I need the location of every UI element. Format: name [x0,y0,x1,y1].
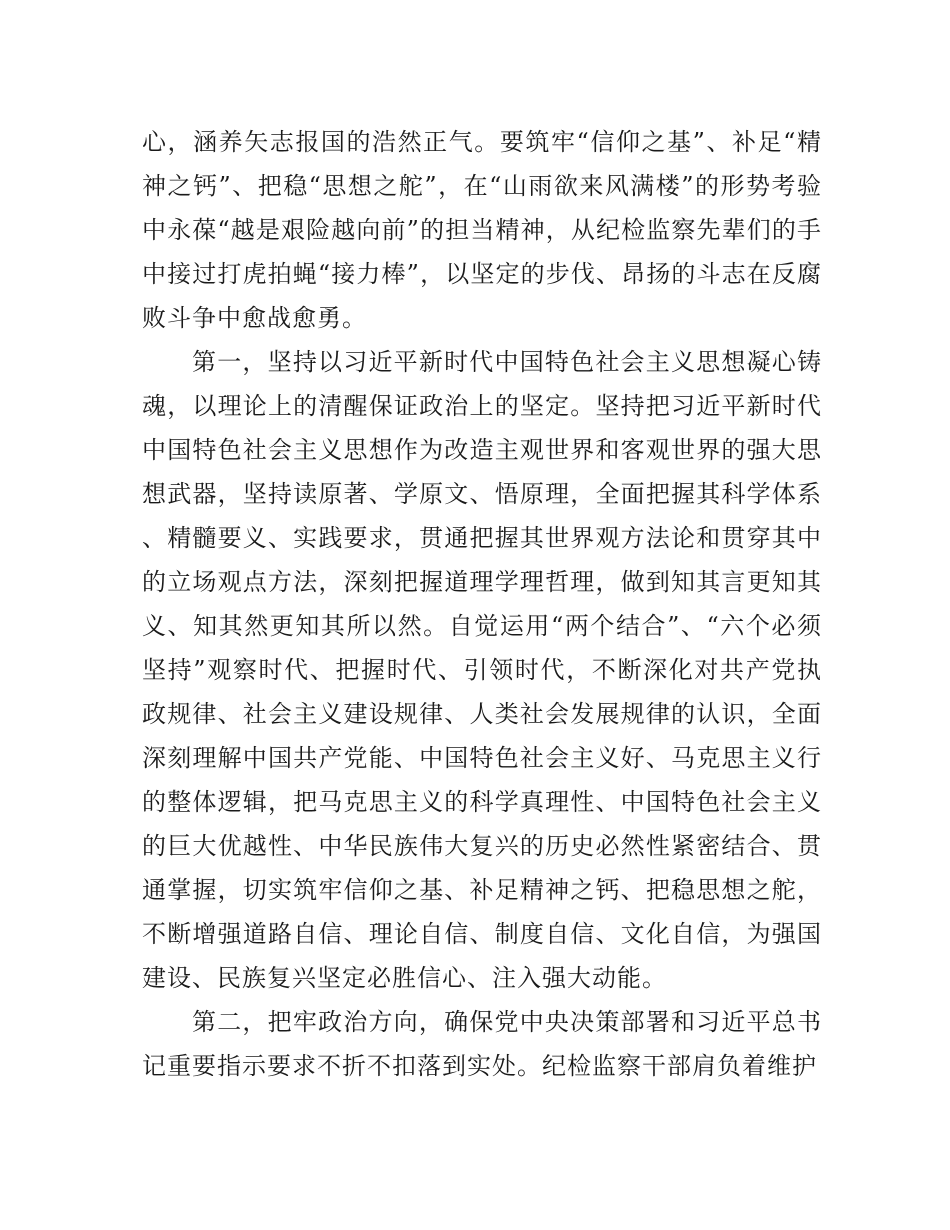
paragraph-first-point: 第一，坚持以习近平新时代中国特色社会主义思想凝心铸魂，以理论上的清醒保证政治上的坚定。坚持把习近平新时代中国特色社会主义思想作为改造主观世界和客观世界的强大思想武器，坚持读原著、学原文、悟原理，全面把握其科学体系、精髓要义、实践要求，贯通把握其世界观方法论和贯穿其中的立场观点方法，深刻把握道理学理哲理，做到知其言更知其义、知其然更知其所以然。自觉运用“两个结合”、“六个必须坚持”观察时代、把握时代、引领时代，不断深化对共产党执政规律、社会主义建设规律、人类社会发展规律的认识，全面深刻理解中国共产党能、中国特色社会主义好、马克思主义行的整体逻辑，把马克思主义的科学真理性、中国特色社会主义的巨大优越性、中华民族伟大复兴的历史必然性紧密结合、贯通掌握，切实筑牢信仰之基、补足精神之钙、把稳思想之舵，不断增强道路自信、理论自信、制度自信、文化自信，为强国建设、民族复兴坚定必胜信心、注入强大动能。 [142,348,822,992]
paragraph-second-point: 第二，把牢政治方向，确保党中央决策部署和习近平总书记重要指示要求不折不扣落到实处。纪检监察干部肩负着维护 [142,1008,822,1080]
document-body [142,120,822,1088]
paragraph-continuation: 心，涵养矢志报国的浩然正气。要筑牢“信仰之基”、补足“精神之钙”、把稳“思想之舵”，在“山雨欲来风满楼”的形势考验中永葆“越是艰险越向前”的担当精神，从纪检监察先辈们的手中接过打虎拍蝇“接力棒”，以坚定的步伐、昂扬的斗志在反腐败斗争中愈战愈勇。 [142,128,822,332]
